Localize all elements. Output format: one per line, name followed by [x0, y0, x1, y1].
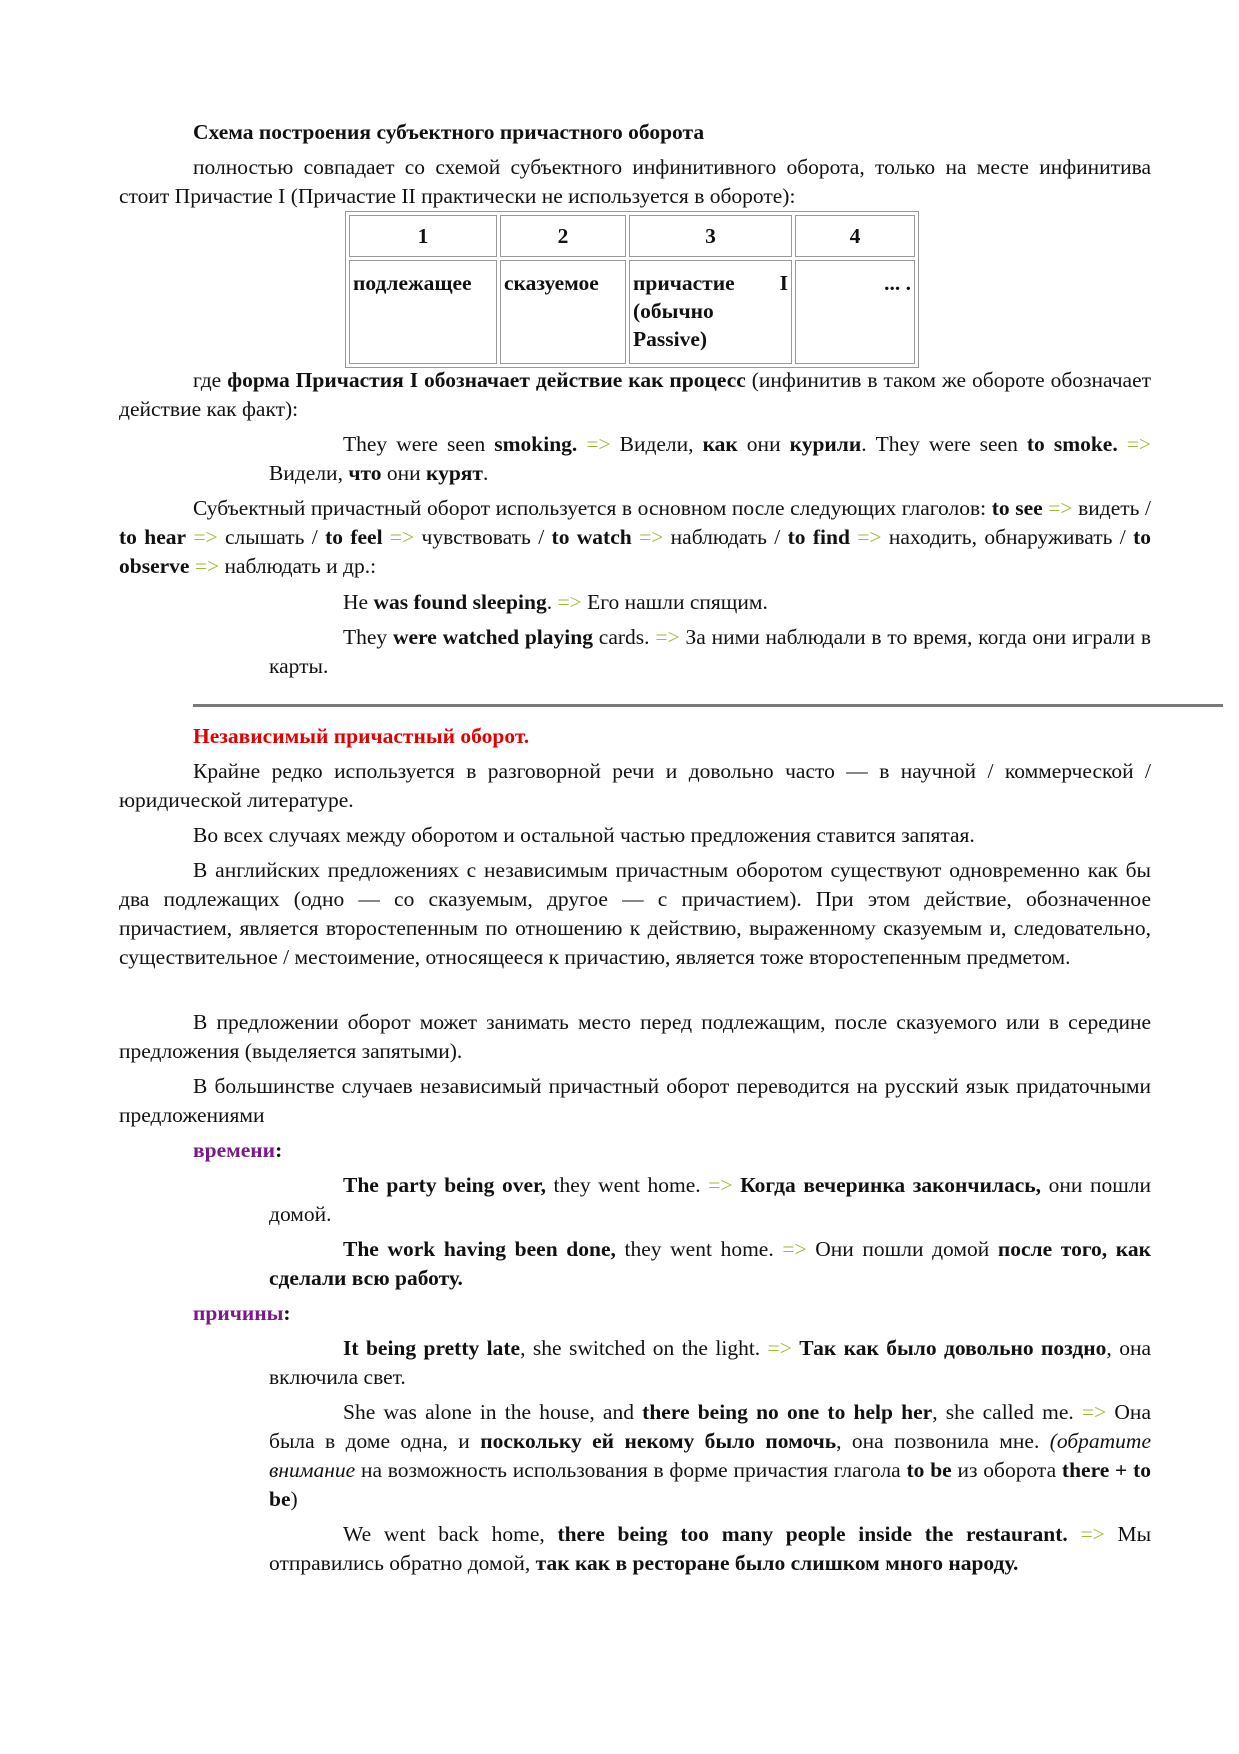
cex2-d: Она была в доме одна, и	[269, 1400, 1151, 1453]
ex2-d: Его нашли спящим.	[581, 590, 768, 614]
cause-colon: :	[283, 1301, 291, 1325]
time-label-text: времени	[193, 1138, 276, 1162]
ex1-b: smoking.	[494, 432, 578, 456]
tex1-b: they went home.	[545, 1173, 709, 1197]
arrow-icon: =>	[767, 1336, 792, 1360]
arrow-icon: =>	[782, 1237, 807, 1261]
tex2-b: they went home.	[615, 1237, 783, 1261]
cex2-f: , она позвонила мне.	[836, 1429, 1050, 1453]
arrow-icon: =>	[655, 625, 680, 649]
verb-hear-ru: слышать /	[217, 525, 326, 549]
cex2-a: She was alone in the house, and	[343, 1400, 643, 1424]
where-pre: где	[193, 368, 228, 392]
table-header-cell: 1	[349, 215, 497, 257]
cex3-a: We went back home,	[343, 1522, 558, 1546]
example-alone	[269, 1398, 1151, 1514]
ex3-a: They	[343, 625, 393, 649]
ex1-g: . They were seen	[861, 432, 1027, 456]
arrow-icon: =>	[557, 590, 582, 614]
ex1-m: .	[482, 461, 489, 485]
tex1-d: Когда вечеринка закончилась,	[740, 1173, 1041, 1197]
section2-p4: В предложении оборот может занимать место перед подлежащим, после сказуемого или в середине предложения (выделяется запятыми).	[119, 1010, 1151, 1063]
ex1-a: They were seen	[343, 432, 495, 456]
ex1-d: как	[702, 432, 738, 456]
arrow-icon: =>	[1126, 432, 1152, 456]
tex2-c: Они пошли домой	[806, 1237, 998, 1261]
cex2-j: из оборота	[951, 1458, 1062, 1482]
table-header-cell: 4	[795, 215, 915, 257]
cex2-l: )	[290, 1487, 298, 1511]
section1-title-text: Схема построения субъектного причастного оборота	[193, 120, 705, 144]
cex3-d: Мы отправились обратно домой,	[269, 1522, 1152, 1575]
cex1-b: , she switched on the light.	[520, 1336, 768, 1360]
table-cell-predicate: сказуемое	[500, 260, 626, 364]
tex2-d: после того, как сделали всю работу.	[269, 1237, 1152, 1290]
verb-hear: to hear	[119, 525, 187, 549]
arrow-icon: =>	[1048, 496, 1073, 520]
where-post: (инфинитив в таком же обороте обозначает действие как факт):	[119, 368, 1152, 421]
example-restaurant	[269, 1520, 1151, 1578]
table-header-cell: 2	[500, 215, 626, 257]
verb-find-ru: находить, обнаруживать /	[881, 525, 1134, 549]
table-header-cell: 3	[629, 215, 792, 257]
verb-watch: to watch	[551, 525, 632, 549]
example-playing	[269, 623, 1151, 681]
verb-watch-ru: наблюдать /	[663, 525, 788, 549]
example-party	[269, 1171, 1151, 1229]
example-work	[269, 1235, 1151, 1293]
ex1-j: что	[348, 461, 382, 485]
section2-title-text: Независимый причастный оборот.	[193, 724, 530, 748]
ex1-k: они	[381, 461, 426, 485]
section1-intro: полностью совпадает со схемой субъектного инфинитивного оборота, только на месте инфинитива стоит Причастие I (Причастие II практически не используется в обороте):	[119, 155, 1151, 208]
verb-see-ru: видеть /	[1072, 496, 1151, 520]
example-late	[269, 1334, 1151, 1392]
cex2-h: на возможность использования в форме причастия глагола	[355, 1458, 907, 1482]
arrow-icon: =>	[389, 525, 415, 549]
arrow-icon: =>	[639, 525, 664, 549]
example-sleeping	[269, 588, 1151, 617]
cex3-e: так как в ресторане было слишком много народу.	[535, 1551, 1019, 1575]
ex1-c: Видели,	[610, 432, 703, 456]
verbs-paragraph	[119, 494, 1151, 581]
cex2-b: there being no one to help her	[642, 1400, 933, 1424]
ex2-a: He	[343, 590, 374, 614]
cex2-i: to be	[906, 1458, 952, 1482]
ex1-f: курили	[789, 432, 862, 456]
ex1-h: to smoke.	[1026, 432, 1118, 456]
cex2-c: , she called me.	[932, 1400, 1082, 1424]
section2-p1: Крайне редко используется в разговорной речи и довольно часто — в научной / коммерческой / юридической литературе.	[119, 759, 1151, 812]
cex2-g: (обратите внимание	[269, 1429, 1152, 1482]
verb-find: to find	[787, 525, 850, 549]
ex3-b: were watched playing	[393, 625, 593, 649]
ex3-c: cards.	[592, 625, 656, 649]
verb-observe: to observe	[119, 525, 1151, 578]
scheme-table	[345, 211, 919, 368]
verb-feel-ru: чувствовать /	[414, 525, 552, 549]
arrow-icon: =>	[1080, 1522, 1105, 1546]
table-cell-subject: подлежащее	[349, 260, 497, 364]
arrow-icon: =>	[1081, 1400, 1107, 1424]
ex2-c: .	[546, 590, 558, 614]
ex1-e: они	[737, 432, 790, 456]
section-divider	[193, 704, 1223, 707]
table-cell-participle: причастие I (обычно Passive)	[629, 260, 792, 364]
ex1-l: курят	[426, 461, 483, 485]
cex1-a: It being pretty late	[343, 1336, 521, 1360]
verb-observe-ru: наблюдать и др.:	[219, 554, 377, 578]
verb-see: to see	[991, 496, 1043, 520]
tex1-c	[733, 1173, 741, 1197]
ex3-d: За ними наблюдали в то время, когда они играли в карты.	[269, 625, 1151, 678]
cex1-e: , она включила свет.	[269, 1336, 1152, 1389]
where-bold: форма Причастия I обозначает действие как процесс	[227, 368, 746, 392]
section2-p3: В английских предложениях с независимым причастным оборотом существуют одновременно как бы два подлежащих (одно — со сказуемым, другое — с причастием). При этом действие, обозначенное причастием, является второстепенным по отношению к действию, выраженному сказуемым и, следовательно, существительное / местоимение, относящееся к причастию, является тоже второстепенным предметом.	[119, 858, 1151, 969]
arrow-icon: =>	[586, 432, 611, 456]
cause-label-text: причины	[193, 1301, 284, 1325]
verbs-intro: Субъектный причастный оборот используется в основном после следующих глаголов:	[193, 496, 992, 520]
time-label	[119, 1136, 1151, 1165]
section2-title	[119, 722, 1151, 751]
arrow-icon: =>	[193, 525, 218, 549]
where-paragraph	[119, 366, 1151, 424]
cex3-b: there being too many people inside the restaurant.	[557, 1522, 1068, 1546]
arrow-icon: =>	[857, 525, 882, 549]
verb-feel: to feel	[325, 525, 383, 549]
tex1-e: они пошли домой.	[269, 1173, 1151, 1226]
section2-p2: Во всех случаях между оборотом и остальной частью предложения ставится запятая.	[193, 823, 975, 847]
example-smoking	[269, 430, 1151, 488]
section2-p5: В большинстве случаев независимый причастный оборот переводится на русский язык придаточными предложениями	[119, 1074, 1151, 1127]
cause-label	[119, 1299, 1151, 1328]
ex2-b: was found sleeping	[373, 590, 547, 614]
table-row	[349, 260, 915, 364]
cex1-d: Так как было довольно поздно	[799, 1336, 1107, 1360]
cex3-c	[1068, 1522, 1081, 1546]
table-header-row	[349, 215, 915, 257]
cex2-k: there + to be	[269, 1458, 1151, 1511]
tex1-a: The party being over,	[343, 1173, 546, 1197]
time-colon: :	[275, 1138, 283, 1162]
arrow-icon: =>	[708, 1173, 733, 1197]
tex2-a: The work having been done,	[343, 1237, 616, 1261]
cex2-e: поскольку ей некому было помочь	[480, 1429, 837, 1453]
table-cell-ellipsis: ... .	[795, 260, 915, 364]
section1-title	[119, 118, 1151, 147]
ex1-i: Видели,	[269, 461, 349, 485]
arrow-icon: =>	[194, 554, 220, 578]
